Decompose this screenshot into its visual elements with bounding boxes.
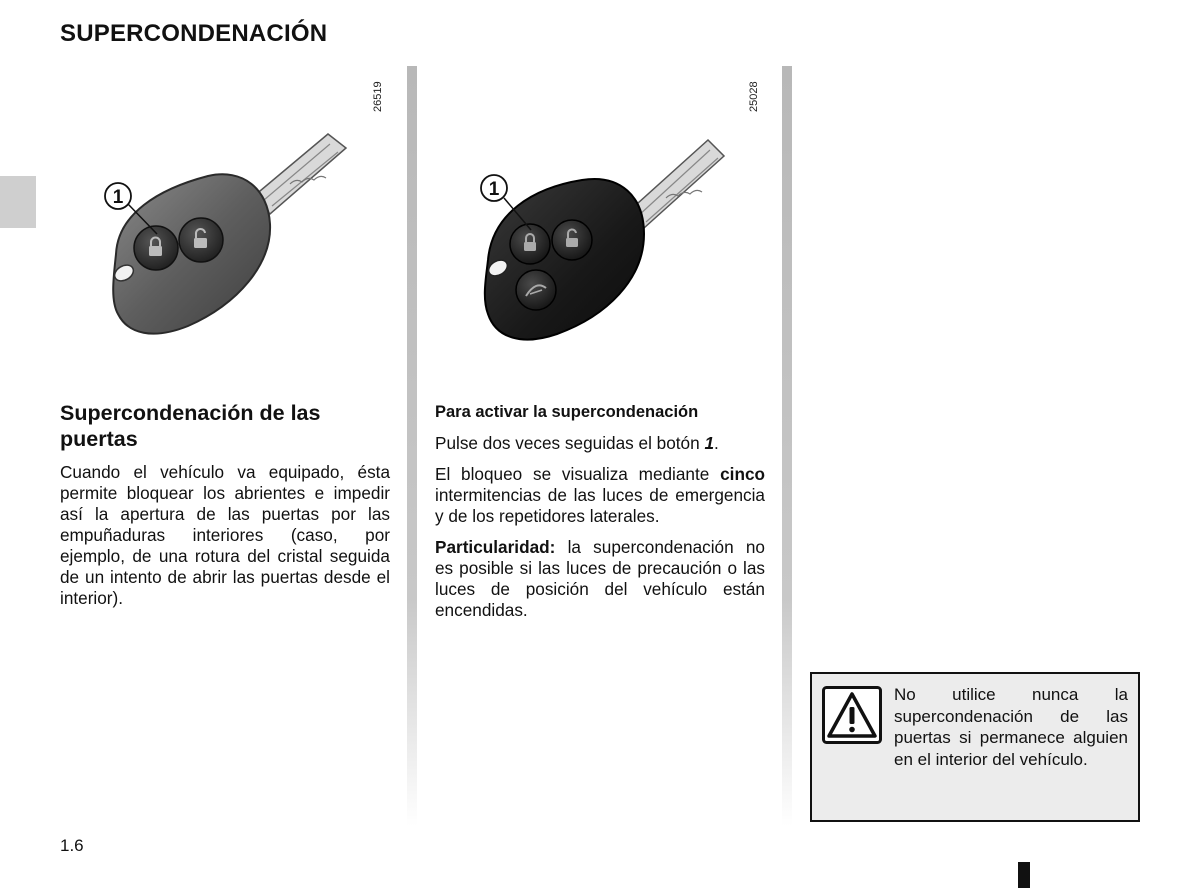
button-reference: 1 (704, 433, 715, 453)
page-title: SUPERCONDENACIÓN (60, 20, 328, 47)
particularity-label: Particularidad: (435, 537, 556, 557)
unlock-button (179, 218, 223, 262)
lock-button (510, 224, 550, 264)
page-number: 1.6 (60, 836, 84, 855)
warning-text: No utilice nunca la supercondenación de las puertas si permanece alguien en el interior del vehículo. (894, 685, 1128, 769)
trunk-button (516, 270, 556, 310)
warning-box (810, 672, 1140, 822)
particularity-paragraph (435, 537, 765, 621)
section-heading: Supercondenación de las puertas (60, 401, 321, 451)
warning-triangle-icon (822, 686, 882, 744)
lock-indication-paragraph (435, 464, 765, 527)
figure-code: 25028 (748, 81, 760, 112)
instruction-suffix: . (714, 433, 719, 453)
activation-subheading: Para activar la supercondenación (435, 403, 699, 421)
column-divider (407, 66, 417, 826)
intro-paragraph: Cuando el vehículo va equipado, ésta permite bloquear los abrientes e impedir así la apertura de las puertas por las empuñaduras interiores (caso, por ejemplo, de una rotura del cristal seguida de un intento de abrir las puertas desde el interior). (60, 462, 390, 608)
figure-three-button-key (432, 64, 772, 374)
column-2 (435, 402, 765, 631)
callout-number: 1 (112, 187, 124, 208)
column-divider (782, 66, 792, 826)
activation-instruction (435, 433, 765, 454)
callout-number: 1 (488, 179, 500, 200)
lock-text-rest: intermitencias de las luces de emergencia y de los repetidores laterales. (435, 485, 765, 526)
instruction-text: Pulse dos veces seguidas el botón (435, 433, 705, 453)
two-button-key-illustration (58, 64, 378, 364)
column-1 (60, 400, 390, 619)
key-blade (254, 134, 346, 214)
unlock-button (552, 220, 592, 260)
chapter-tab (0, 176, 36, 228)
lock-text: El bloqueo se visualiza mediante (435, 464, 721, 484)
figure-code: 26519 (372, 81, 384, 112)
page-corner-mark (1018, 862, 1030, 888)
figure-two-button-key (58, 64, 398, 374)
lock-count: cinco (720, 464, 765, 484)
particularity-text: la supercondenación no es posible si las luces de precaución o las luces de posición del vehículo están encendidas. (435, 537, 765, 620)
three-button-key-illustration (432, 64, 752, 364)
